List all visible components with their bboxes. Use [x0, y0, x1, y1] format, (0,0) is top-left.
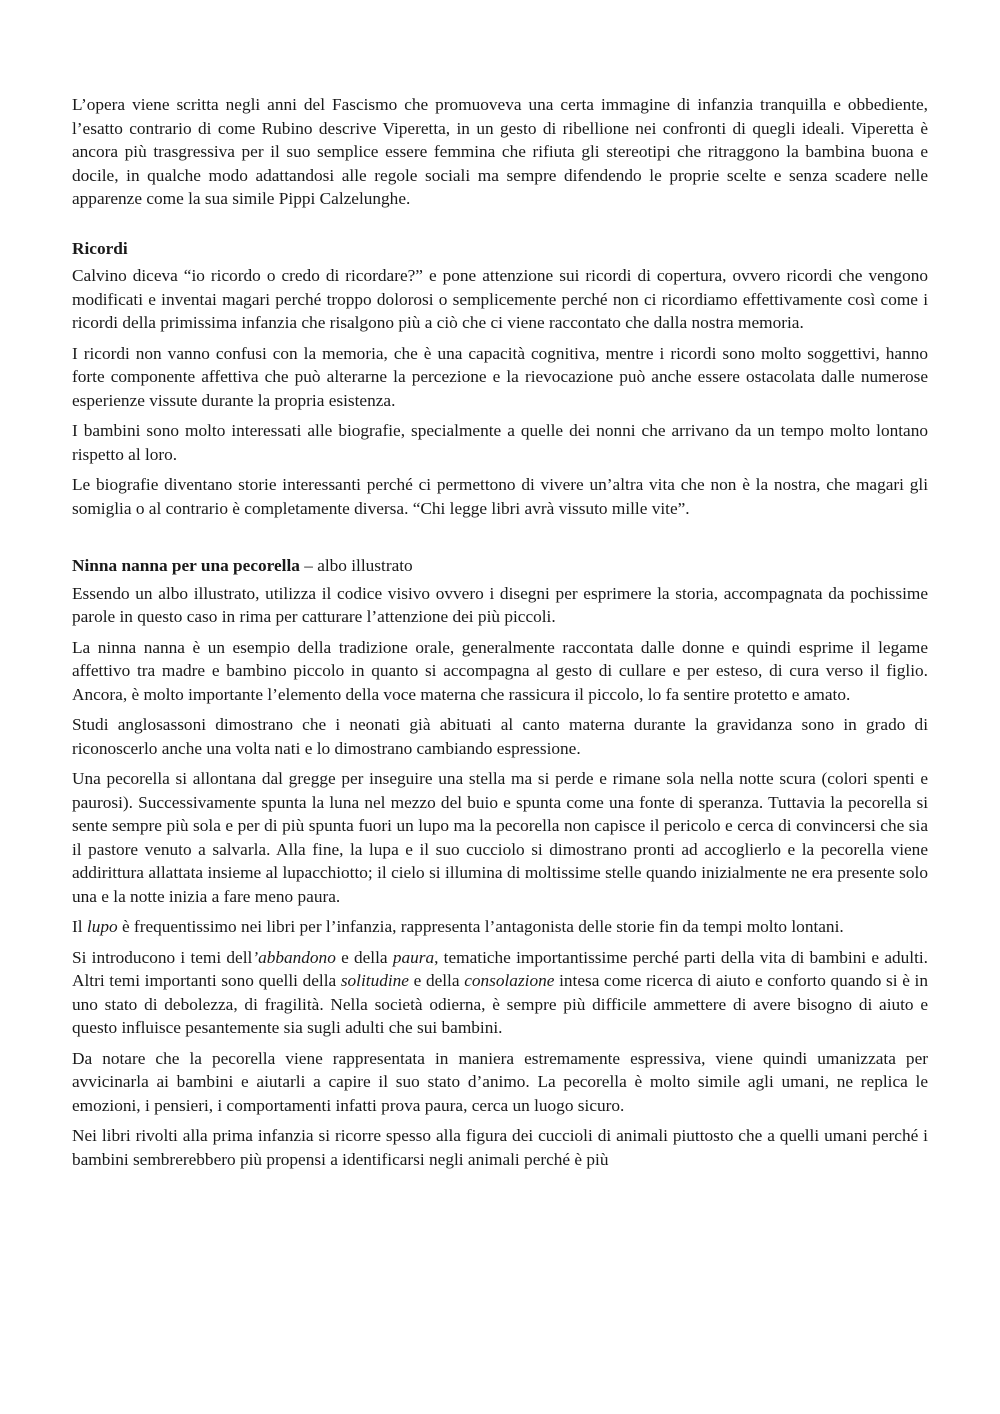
- italic-term: lupo: [86, 917, 118, 936]
- text-run: , tematiche importantissime perché parti della vita di bambini e adulti. Altri temi importanti sono quelli della: [72, 947, 929, 990]
- section-subtitle: – albo illustrato: [299, 556, 413, 575]
- ricordi-paragraph-2: I ricordi non vanno confusi con la memoria, che è una capacità cognitiva, mentre i ricordi sono molto soggettivi, hanno forte componente affettiva che può alterarne la percezione e la rievocazione può anche essere ostacolata dalle numerose esperienze vissute durante la propria esistenza.: [72, 343, 928, 410]
- text-run: Si introducono i temi dell: [72, 947, 253, 967]
- italic-term: solitudine: [340, 971, 409, 990]
- text-run: Il: [72, 917, 87, 936]
- ninna-paragraph-6: [72, 946, 928, 1040]
- italic-term: consolazione: [464, 971, 555, 990]
- section-heading-ricordi: [72, 237, 928, 261]
- ninna-paragraph-8: Nei libri rivolti alla prima infanzia si ricorre spesso alla figura dei cuccioli di animali piuttosto che a quelli umani perché i bambini sembrerebbero più propensi a identificarsi negli animali perché è più: [72, 1126, 928, 1169]
- text-run: e della: [335, 947, 393, 967]
- ninna-paragraph-4: Una pecorella si allontana dal gregge per inseguire una stella ma si perde e rimane sola nella notte scura (colori spenti e paurosi). Successivamente spunta la luna nel mezzo del buio e spunta come una fonte di speranza. Tuttavia la pecorella si sente sempre più sola e per di più spunta fuori un lupo ma la pecorella non capisce il pericolo e cerca di convincersi che sia il pastore venuto a salvarla. Alla fine, la lupa e il suo cucciolo si dimostrano pronti ad accoglierlo e la pecorella viene addirittura allattata insieme al lupacchiotto; il cielo si illumina di moltissime stelle quando inizialmente ne era presente solo una e la notte inizia a fare meno paura.: [72, 769, 928, 906]
- ninna-paragraph-5: [72, 915, 928, 939]
- ninna-paragraph-2: La ninna nanna è un esempio della tradizione orale, generalmente raccontata dalle donne e quindi esprime il legame affettivo tra madre e bambino piccolo in quanto si accompagna al gesto di cullare e per esteso, di cura verso il figlio. Ancora, è molto importante l’elemento della voce materna che rassicura il piccolo, lo fa sentire protetto e amato.: [72, 637, 928, 704]
- text-run: è frequentissimo nei libri per l’infanzia, rappresenta l’antagonista delle storie fin da tempi molto lontani.: [117, 917, 844, 936]
- text-run: e della: [408, 971, 465, 990]
- ricordi-paragraph-1: Calvino diceva “io ricordo o credo di ricordare?” e pone attenzione sui ricordi di copertura, ovvero ricordi che vengono modificati e inventai magari perché troppo dolorosi o semplicemente perché non ci ricordiamo effettivamente così come i ricordi della primissima infanzia che risalgono più a ciò che ci viene raccontato che dalla nostra memoria.: [72, 266, 928, 332]
- italic-term: paura: [392, 947, 435, 967]
- italic-term: ’abbandono: [252, 947, 336, 967]
- section-title: Ricordi: [72, 238, 128, 258]
- ninna-paragraph-3: Studi anglosassoni dimostrano che i neonati già abituati al canto materna durante la gravidanza sono in grado di riconoscerlo anche una volta nati e lo dimostrano cambiando espressione.: [72, 715, 928, 758]
- intro-paragraph: L’opera viene scritta negli anni del Fascismo che promuoveva una certa immagine di infanzia tranquilla e obbediente, l’esatto contrario di come Rubino descrive Viperetta, in un gesto di ribellione nei confronti di quegli ideali. Viperetta è ancora più trasgressiva per il suo semplice essere femmina che rifiuta gli stereotipi che ritraggono la bambina buona e docile, in qualche modo adattandosi alle regole sociali ma sempre difendendo le proprie scelte e senza scadere nelle apparenze come la sua simile Pippi Calzelunghe.: [72, 95, 928, 208]
- text-run: intesa come ricerca di aiuto e conforto quando si è in uno stato di debolezza, di fragilità. Nella società odierna, è sempre più difficile ammettere di avere bisogno di aiuto e questo influisce pesantemente sia sugli adulti che sui bambini.: [72, 971, 928, 1037]
- section-heading-ninna-nanna: [72, 554, 928, 578]
- ninna-paragraph-7: Da notare che la pecorella viene rappresentata in maniera estremamente espressiva, viene quindi umanizzata per avvicinarla ai bambini e aiutarli a capire il suo stato d’animo. La pecorella è molto simile agli umani, ne replica le emozioni, i pensieri, i comportamenti infatti prova paura, cerca un luogo sicuro.: [72, 1048, 928, 1115]
- ricordi-paragraph-4: Le biografie diventano storie interessanti perché ci permettono di vivere un’altra vita che non è la nostra, che magari gli somiglia o al contrario è completamente diversa. “Chi legge libri avrà vissuto mille vite”.: [72, 475, 928, 518]
- ricordi-paragraph-3: I bambini sono molto interessati alle biografie, specialmente a quelle dei nonni che arrivano da un tempo molto lontano rispetto al loro.: [72, 421, 928, 464]
- section-title: Ninna nanna per una pecorella: [72, 556, 300, 575]
- ninna-paragraph-1: Essendo un albo illustrato, utilizza il codice visivo ovvero i disegni per esprimere la storia, accompagnata da pochissime parole in questo caso in rima per catturare l’attenzione dei più piccoli.: [72, 583, 928, 626]
